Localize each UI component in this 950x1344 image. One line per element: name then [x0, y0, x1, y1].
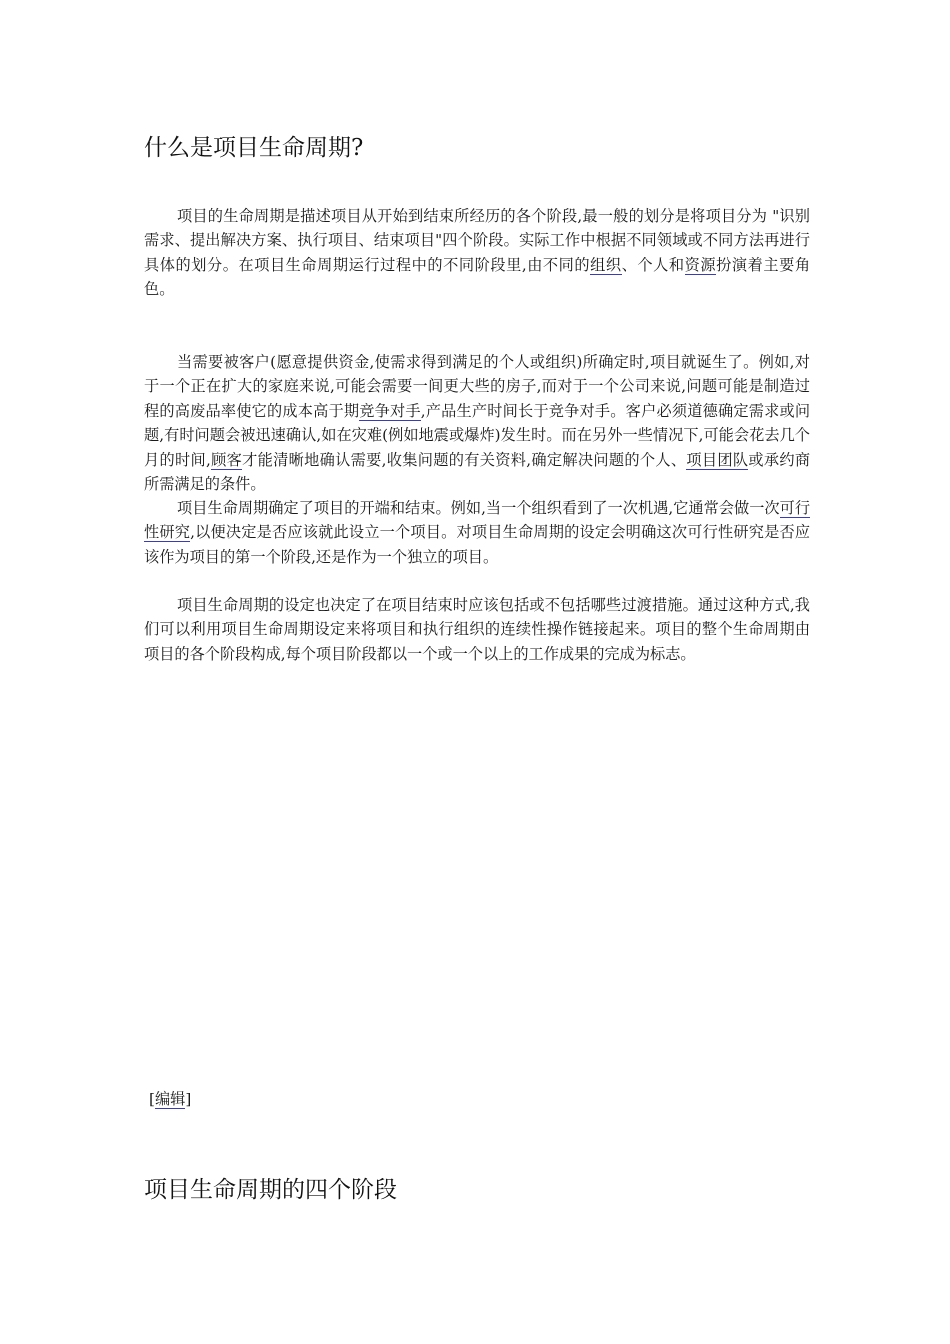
- paragraph-1: [144, 204, 810, 302]
- paragraph-text: 项目生命周期的设定也决定了在项目结束时应该包括或不包括哪些过渡措施。通过这种方式,我们可以利用项目生命周期设定来将项目和执行组织的连续性操作链接起来。项目的整个生命周期由项目的各个阶段构成,每个项目阶段都以一个或一个以上的工作成果的完成为标志。: [144, 596, 810, 663]
- edit-link[interactable]: 编辑: [154, 1090, 186, 1108]
- paragraph-text: ,以便决定是否应该就此设立一个项目。对项目生命周期的设定会明确这次可行性研究是否应该作为项目的第一个阶段,还是作为一个独立的项目。: [144, 523, 811, 566]
- paragraph-4: [144, 593, 810, 666]
- paragraph-text: ,产品生产时间长于竞争对手。客户必须道德确定需求或问题,有时问题会被迅速确认,如在灾难(例如地震或爆炸)发生时。而在另外一些情况下,可能会花去几个月的时间,: [144, 401, 811, 469]
- paragraph-text: 项目生命周期确定了项目的开端和结束。例如,当一个组织看到了一次机遇,它通常会做一次: [177, 499, 780, 517]
- link-resources[interactable]: 资源: [684, 255, 717, 274]
- edit-section-control: [149, 1088, 191, 1110]
- link-project-team[interactable]: 项目团队: [686, 450, 749, 469]
- section-title-four-phases: 项目生命周期的四个阶段: [144, 1177, 397, 1203]
- edit-bracket-open: [: [149, 1090, 155, 1108]
- link-feasibility-study[interactable]: 可行性研究: [144, 499, 810, 542]
- paragraph-text: 当需要被客户(愿意提供资金,使需求得到满足的个人或组织)所确定时,项目就诞生了。例如,对于一个正在扩大的家庭来说,可能会需要一间更大些的房子,而对于一个公司来说,问题可能是制造过程的高废品率使它的成本高于期: [144, 353, 810, 420]
- paragraph-text: 扮演着主要角色。: [144, 255, 811, 299]
- paragraph-text: 才能清晰地确认需要,收集问题的有关资料,确定解决问题的个人、: [242, 450, 687, 469]
- paragraph-text: 或承约商所需满足的条件。: [144, 450, 811, 494]
- paragraph-text: 项目的生命周期是描述项目从开始到结束所经历的各个阶段,最一般的划分是将项目分为 "识别需求、提出解决方案、执行项目、结束项目"四个阶段。实际工作中根据不同领域或不同方法再进行具体的划分。在项目生命周期运行过程中的不同阶段里,由不同的: [144, 207, 810, 274]
- link-customer[interactable]: 顾客: [210, 450, 243, 469]
- paragraph-2: [144, 350, 810, 496]
- edit-bracket-close: ]: [185, 1090, 192, 1108]
- section-title-what-is-lifecycle: 什么是项目生命周期?: [144, 135, 364, 161]
- paragraph-text: 、个人和: [621, 255, 685, 274]
- paragraph-3: [144, 496, 810, 569]
- link-competitors[interactable]: 竞争对手: [359, 401, 421, 420]
- link-organization[interactable]: 组织: [590, 255, 622, 274]
